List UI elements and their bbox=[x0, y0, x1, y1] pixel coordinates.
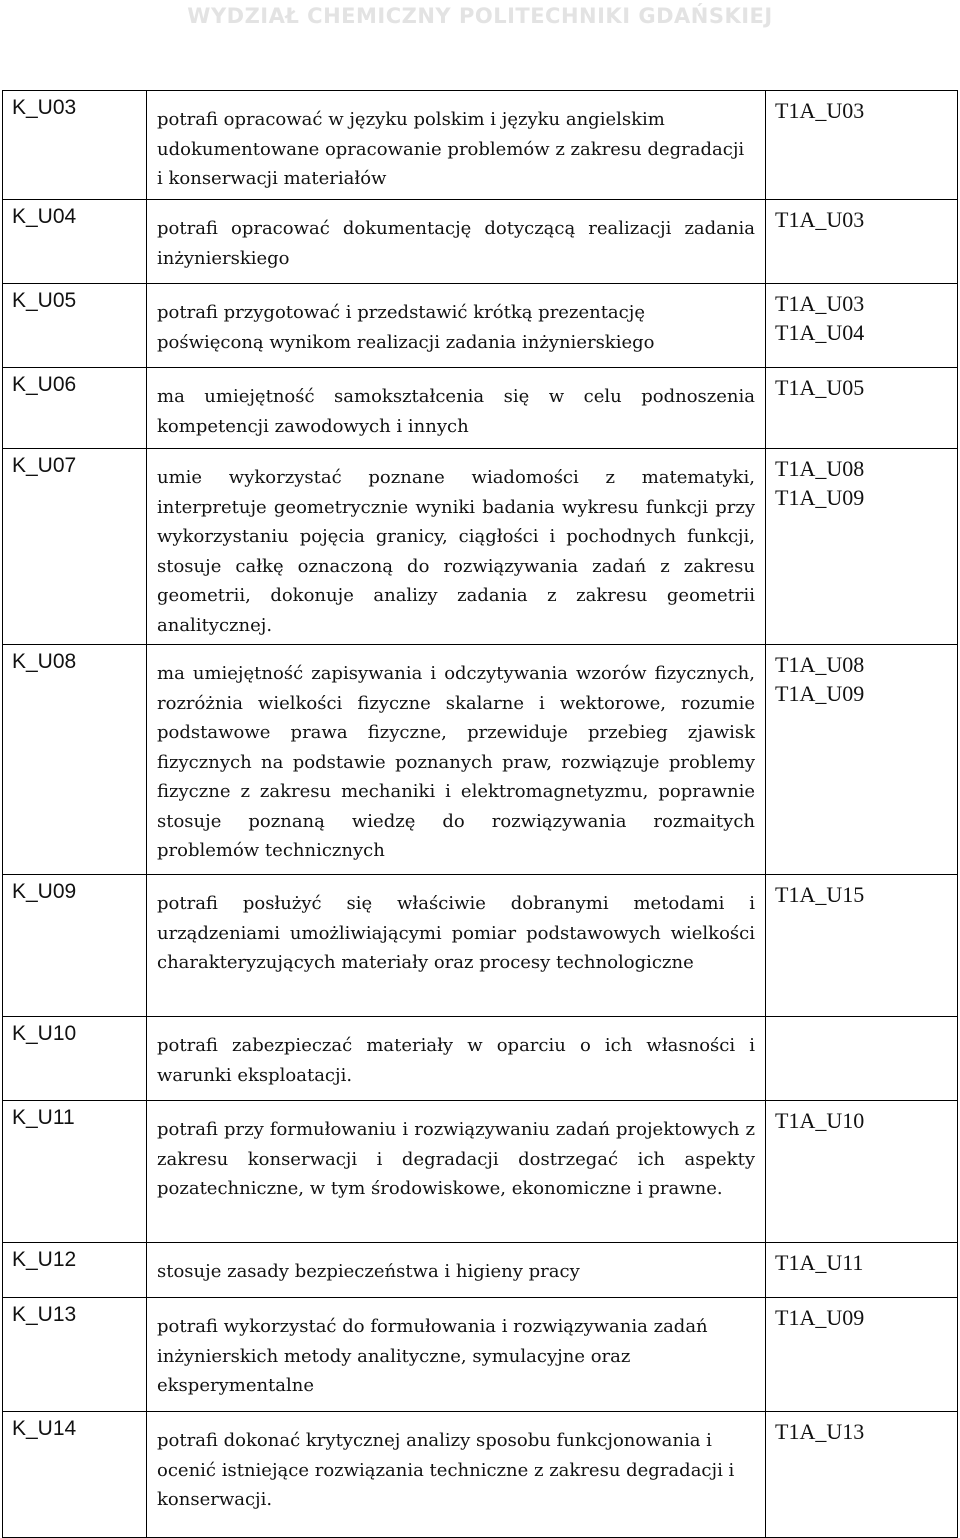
reference-code: T1A_U04 bbox=[775, 320, 865, 345]
outcome-description: potrafi opracować w języku polskim i języku angielskim udokumentowane opracowanie problemów z zakresu degradacji i konserwacji materiałów bbox=[147, 91, 766, 200]
outcome-description: potrafi posłużyć się właściwie dobranymi metodami i urządzeniami umożliwiającymi pomiar podstawowych wielkości charakteryzujących materiały oraz procesy technologiczne bbox=[147, 875, 766, 1017]
outcome-references bbox=[766, 449, 958, 645]
outcome-description: potrafi opracować dokumentację dotyczącą realizacji zadania inżynierskiego bbox=[147, 200, 766, 284]
outcome-description: potrafi dokonać krytycznej analizy sposobu funkcjonowania i ocenić istniejące rozwiązania techniczne z zakresu degradacji i konserwacji. bbox=[147, 1412, 766, 1538]
outcome-code: K_U09 bbox=[3, 875, 147, 1017]
reference-code: T1A_U08 bbox=[775, 456, 865, 481]
outcome-references bbox=[766, 875, 958, 1017]
outcome-code: K_U03 bbox=[3, 91, 147, 200]
reference-code: T1A_U09 bbox=[775, 681, 865, 706]
outcome-references bbox=[766, 91, 958, 200]
outcome-description: umie wykorzystać poznane wiadomości z matematyki, interpretuje geometrycznie wyniki badania wykresu funkcji przy wykorzystaniu pojęcia granicy, ciągłości i pochodnych funkcji, stosuje całkę oznaczoną do rozwiązywania zadań z zakresu geometrii, dokonuje analizy zadania z zakresu geometrii analitycznej. bbox=[147, 449, 766, 645]
reference-code: T1A_U03 bbox=[775, 207, 865, 232]
reference-code: T1A_U08 bbox=[775, 652, 865, 677]
reference-code: T1A_U13 bbox=[775, 1419, 865, 1444]
table-row bbox=[3, 449, 958, 645]
table-row bbox=[3, 200, 958, 284]
outcome-description: potrafi zabezpieczać materiały w oparciu o ich własności i warunki eksploatacji. bbox=[147, 1017, 766, 1101]
table-row bbox=[3, 284, 958, 368]
outcome-code: K_U08 bbox=[3, 645, 147, 875]
outcome-code: K_U04 bbox=[3, 200, 147, 284]
outcome-description: potrafi przygotować i przedstawić krótką prezentację poświęconą wynikom realizacji zadania inżynierskiego bbox=[147, 284, 766, 368]
outcome-description: potrafi wykorzystać do formułowania i rozwiązywania zadań inżynierskich metody analityczne, symulacyjne oraz eksperymentalne bbox=[147, 1298, 766, 1412]
outcome-description: ma umiejętność samokształcenia się w celu podnoszenia kompetencji zawodowych i innych bbox=[147, 368, 766, 449]
table-row bbox=[3, 1101, 958, 1243]
outcome-code: K_U07 bbox=[3, 449, 147, 645]
outcome-code: K_U12 bbox=[3, 1243, 147, 1298]
outcome-references bbox=[766, 284, 958, 368]
table-row bbox=[3, 875, 958, 1017]
outcome-code: K_U05 bbox=[3, 284, 147, 368]
table-row bbox=[3, 1412, 958, 1538]
reference-code: T1A_U09 bbox=[775, 485, 865, 510]
outcome-code: K_U13 bbox=[3, 1298, 147, 1412]
reference-code: T1A_U15 bbox=[775, 882, 865, 907]
outcome-code: K_U06 bbox=[3, 368, 147, 449]
reference-code: T1A_U10 bbox=[775, 1108, 865, 1133]
outcome-references bbox=[766, 1101, 958, 1243]
table-row bbox=[3, 645, 958, 875]
reference-code: T1A_U03 bbox=[775, 291, 865, 316]
outcome-references bbox=[766, 1017, 958, 1101]
outcome-references bbox=[766, 1298, 958, 1412]
outcome-references bbox=[766, 368, 958, 449]
outcome-references bbox=[766, 1412, 958, 1538]
reference-code: T1A_U09 bbox=[775, 1305, 865, 1330]
table-row bbox=[3, 91, 958, 200]
reference-code: T1A_U03 bbox=[775, 98, 865, 123]
table-row bbox=[3, 1017, 958, 1101]
outcome-code: K_U14 bbox=[3, 1412, 147, 1538]
outcome-code: K_U10 bbox=[3, 1017, 147, 1101]
outcome-references bbox=[766, 645, 958, 875]
outcome-description: ma umiejętność zapisywania i odczytywania wzorów fizycznych, rozróżnia wielkości fizyczne skalarne i wektorowe, rozumie podstawowe prawa fizyczne, przewiduje przebieg zjawisk fizycznych na podstawie poznanych praw, rozwiązuje problemy fizyczne z zakresu mechaniki i elektromagnetyzmu, poprawnie stosuje poznaną wiedzę do rozwiązywania rozmaitych problemów technicznych bbox=[147, 645, 766, 875]
table-row bbox=[3, 1298, 958, 1412]
reference-code: T1A_U11 bbox=[775, 1250, 864, 1275]
outcome-references bbox=[766, 1243, 958, 1298]
table-row bbox=[3, 368, 958, 449]
outcome-description: stosuje zasady bezpieczeństwa i higieny pracy bbox=[147, 1243, 766, 1298]
learning-outcomes-table bbox=[2, 90, 958, 1538]
table-row bbox=[3, 1243, 958, 1298]
outcome-references bbox=[766, 200, 958, 284]
page-header: WYDZIAŁ CHEMICZNY POLITECHNIKI GDAŃSKIEJ bbox=[187, 4, 773, 28]
outcome-code: K_U11 bbox=[3, 1101, 147, 1243]
reference-code: T1A_U05 bbox=[775, 375, 865, 400]
outcome-description: potrafi przy formułowaniu i rozwiązywaniu zadań projektowych z zakresu konserwacji i degradacji dostrzegać ich aspekty pozatechniczne, w tym środowiskowe, ekonomiczne i prawne. bbox=[147, 1101, 766, 1243]
